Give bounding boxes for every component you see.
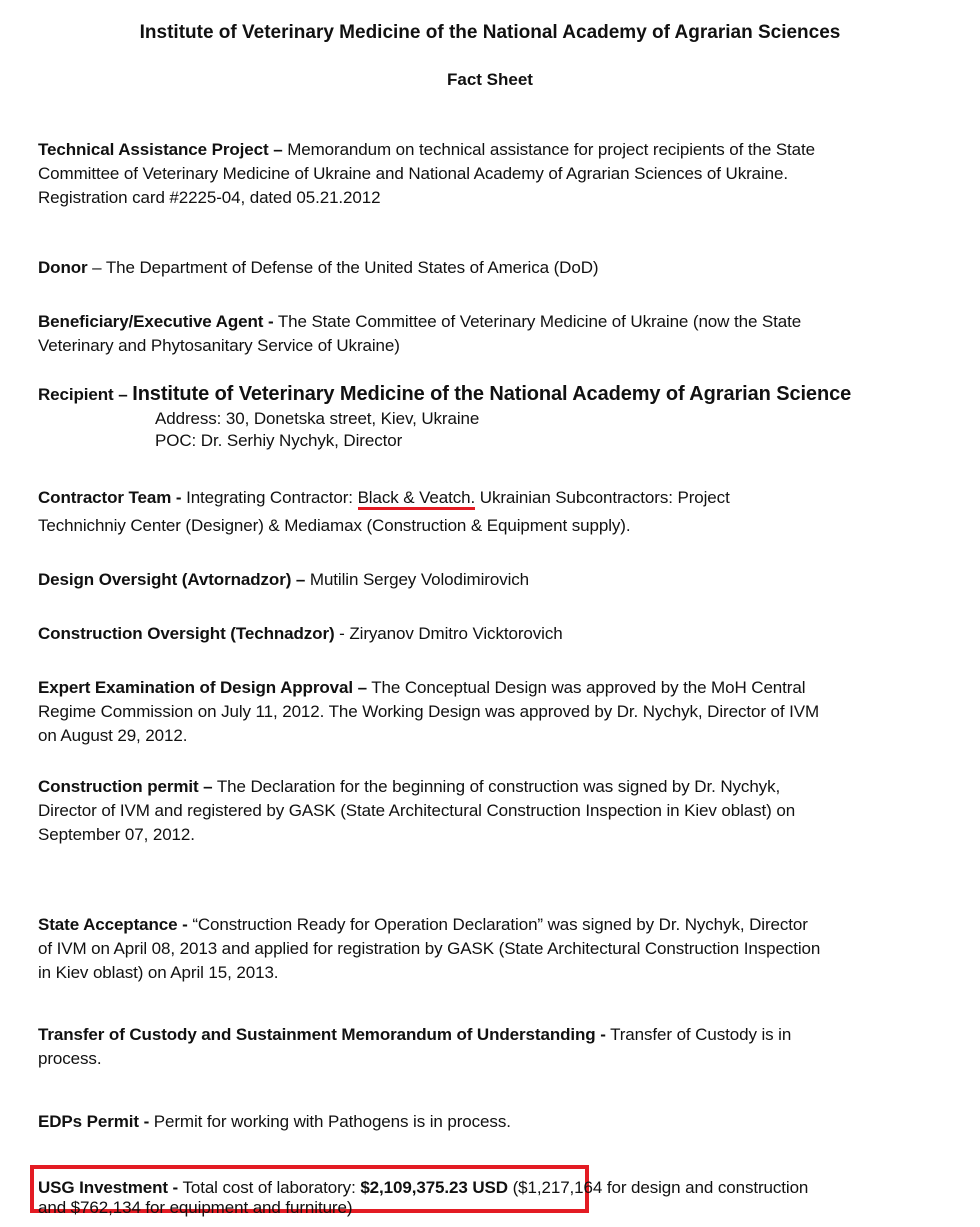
section-text: Regime Commission on July 11, 2012. The Working Design was approved by Dr. Nychyk, Director of IVM xyxy=(38,702,820,721)
section-text: of IVM on April 08, 2013 and applied for registration by GASK (State Architectural Construction Inspection xyxy=(38,939,821,958)
section-label: Design Oversight (Avtornadzor) – xyxy=(38,570,306,589)
section-text: Technichniy Center (Designer) & Mediamax (Construction & Equipment supply). xyxy=(38,516,631,535)
section-label: Technical Assistance Project – xyxy=(38,140,283,159)
section-design-oversight xyxy=(38,568,958,592)
section-transfer-of-custody xyxy=(38,1023,958,1071)
recipient-poc: POC: Dr. Serhiy Nychyk, Director xyxy=(155,431,403,450)
section-text: and $762,134 for equipment and furniture) xyxy=(38,1198,353,1217)
section-text: ($1,217,164 for design and construction xyxy=(512,1178,809,1197)
section-text: on August 29, 2012. xyxy=(38,726,188,745)
section-text: process. xyxy=(38,1049,102,1068)
recipient-address: Address: 30, Donetska street, Kiev, Ukraine xyxy=(155,409,480,428)
section-construction-oversight xyxy=(38,622,958,646)
section-text: – The Department of Defense of the United States of America (DoD) xyxy=(92,258,599,277)
section-label: State Acceptance - xyxy=(38,915,188,934)
section-text: Registration card #2225-04, dated 05.21.2012 xyxy=(38,188,381,207)
section-text: - Ziryanov Dmitro Vicktorovich xyxy=(339,624,563,643)
section-text: The Conceptual Design was approved by the MoH Central xyxy=(371,678,806,697)
section-text: Director of IVM and registered by GASK (State Architectural Construction Inspection in Kiev oblast) on xyxy=(38,801,796,820)
section-technical-assistance xyxy=(38,138,958,210)
section-text: Veterinary and Phytosanitary Service of Ukraine) xyxy=(38,336,400,355)
document-title: Institute of Veterinary Medicine of the National Academy of Agrarian Sciences xyxy=(139,22,841,43)
section-construction-permit xyxy=(38,775,958,847)
recipient-name: Institute of Veterinary Medicine of the National Academy of Agrarian Science xyxy=(132,383,852,405)
section-text: Transfer of Custody is in xyxy=(610,1025,792,1044)
section-text: Mutilin Sergey Volodimirovich xyxy=(309,570,530,589)
total-cost-amount: $2,109,375.23 USD xyxy=(360,1178,508,1197)
section-label: Transfer of Custody and Sustainment Memorandum of Understanding - xyxy=(38,1025,606,1044)
section-usg-investment xyxy=(38,1176,958,1220)
section-donor xyxy=(38,256,958,280)
section-text: Total cost of laboratory: xyxy=(182,1178,356,1197)
section-state-acceptance xyxy=(38,913,958,985)
section-text: The State Committee of Veterinary Medicine of Ukraine (now the State xyxy=(277,312,802,331)
section-label: Construction Oversight (Technadzor) xyxy=(38,624,335,643)
section-edps-permit xyxy=(38,1110,958,1134)
section-label: USG Investment - xyxy=(38,1178,179,1197)
section-text: Ukrainian Subcontractors: Project xyxy=(479,488,730,507)
section-label: Beneficiary/Executive Agent - xyxy=(38,312,274,331)
section-label: Construction permit – xyxy=(38,777,213,796)
section-label: EDPs Permit - xyxy=(38,1112,150,1131)
section-text: September 07, 2012. xyxy=(38,825,195,844)
document-subtitle: Fact Sheet xyxy=(447,70,533,89)
section-label: Expert Examination of Design Approval – xyxy=(38,678,367,697)
section-text: Memorandum on technical assistance for project recipients of the State xyxy=(287,140,816,159)
section-text: in Kiev oblast) on April 15, 2013. xyxy=(38,963,279,982)
section-recipient xyxy=(38,382,958,452)
section-beneficiary xyxy=(38,310,958,358)
section-label: Recipient – xyxy=(38,385,128,404)
section-text: “Construction Ready for Operation Declaration” was signed by Dr. Nychyk, Director xyxy=(192,915,808,934)
section-text: Permit for working with Pathogens is in process. xyxy=(153,1112,511,1131)
section-text: Integrating Contractor: xyxy=(186,488,353,507)
section-text: The Declaration for the beginning of construction was signed by Dr. Nychyk, xyxy=(216,777,781,796)
section-label: Donor xyxy=(38,258,88,277)
section-contractor-team xyxy=(38,486,958,538)
section-expert-examination xyxy=(38,676,958,748)
section-text: Committee of Veterinary Medicine of Ukraine and National Academy of Agrarian Sciences of Ukraine. xyxy=(38,164,789,183)
contractor-highlight: Black & Veatch. xyxy=(358,488,476,510)
section-label: Contractor Team - xyxy=(38,488,182,507)
